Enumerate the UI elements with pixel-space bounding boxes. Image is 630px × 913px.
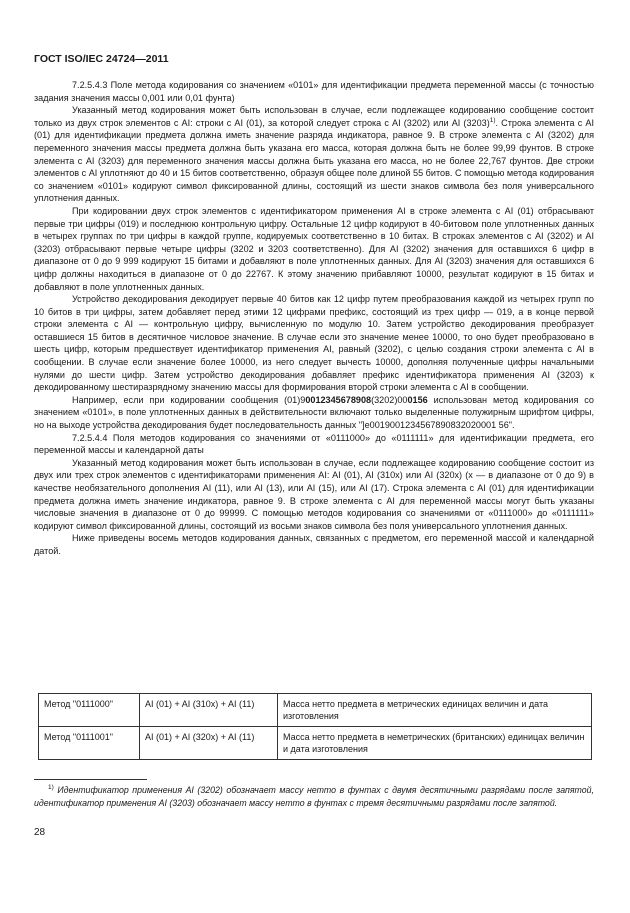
footnote-divider [34,779,147,780]
footnote-reference: 1) [489,116,496,124]
table-row [39,694,592,727]
description-cell: Масса нетто предмета в метрических единицах величин и дата изготовления [278,694,592,727]
paragraph-encoding: При кодировании двух строк элементов с идентификатором применения AI в строке элемента с AI (01) отбрасывают первые три цифры (019) и последнюю контрольную цифру. Остальные 12 цифр кодируют в 40-битовом поле уплотненных данных в четырех группах по три цифры в каждой группе, кодируемых соответственно в 10 битах. В строках элементов с AI (3202) и AI (3203) отбрасывают первые четыре цифры (3202 и 3203 соответственно). Для AI (3202) значения для оставшихся 6 цифр в диапазоне от 0 до 9 999 кодируют 15 битами и добавляют в поле уплотненных данных. Для AI (3203) значения для оставшихся 6 цифр должны находиться в диапазоне от 0 до 22767. К этому значению прибавляют 10000, результат кодируют в 15 битах и добавляют в поле уплотненных данных. [34,205,594,292]
paragraph-usage-0111xxx: Указанный метод кодирования может быть использован в случае, если подлежащее кодированию сообщение состоит из двух или трех строк элементов с идентификаторами применения AI: AI (01), AI (310x) или AI (320x) (x — в диапазоне от 0 до 9) в качестве необязательного дополнения AI (11), или AI (13), или AI (15), или AI (17). Строка элемента с AI (01) для идентификации предмета должна иметь значение индикатора, равное 9. В строке элемента с AI для переменной массы могут быть указаны числовые значения в диапазоне от 0 до 99999. С помощью методов кодирования со значениями от «0111000» до «0111111» кодируют символ фиксированной длины, состоящий из восьми знаков символа без поля универсального уплотнения данных. [34,457,594,531]
method-cell: Метод "0111000" [39,694,140,727]
section-7-2-5-4-4-heading: 7.2.5.4.4 Поля методов кодирования со значениями от «0111000» до «0111111» для идентификации предмета, его переменной массы и календарной даты [34,432,594,456]
page-number: 28 [34,827,46,838]
footnote [34,784,594,810]
ai-cell: AI (01) + AI (320x) + AI (11) [140,727,278,760]
method-cell: Метод "0111001" [39,727,140,760]
paragraph-methods-intro: Ниже приведены восемь методов кодирования данных, связанных с предметом, его переменной массой и календарной датой. [34,533,594,556]
document-header: ГОСТ ISO/IEC 24724—2011 [34,53,169,65]
description-cell: Масса нетто предмета в неметрических (британских) единицах величин и дата изготовления [278,727,592,760]
encoding-methods-table [38,693,592,760]
main-text [34,79,594,558]
paragraph-example: Например, если при кодировании сообщения (01)90012345678908(3202)000156 использован метод кодирования со значением «0101», в поле уплотненных данных в действительности включают только выделенные полужирным шрифтом цифры, но на выходе устройства декодирования будет последовательность данных "]e0019001234567890832020001 56". [34,394,594,431]
paragraph-decoding: Устройство декодирования декодирует первые 40 битов как 12 цифр путем преобразования каждой из четырех групп по 10 битов в три цифры, затем добавляет перед этими 12 цифрами префикс, состоящий из трех цифр — 019, а в конце первой строки элемента с AI — контрольную цифру, вычисленную по модулю 10. Затем устройство декодирования преобразует оставшиеся 15 битов в десятичное числовое значение. В случае если это значение менее 10000, то оно будет преобразовано в шесть цифр, которым предшествует идентификатор применения AI, равный (3202), с целью создания строки элемента с AI в сообщении. В случае если значение более 10000, из него следует вычесть 10000, дополняя полученные цифры начальными нулями до шести цифр. Затем устройство декодирования добавляет префикс идентификатора применения AI (3203) к декодированному шестиразрядному значению массы для формирования второй строки элемента с AI в сообщении. [34,294,594,393]
paragraph-usage-0101: Указанный метод кодирования может быть использован в случае, если подлежащее кодированию сообщение состоит только из двух строк элементов с AI: строки с AI (01), за которой следует строка с AI (3202) или AI (3203)$^{1)}$. Строка элемента с AI (01) для идентификации предмета должна иметь значение разряда индикатора, равное 9. В строке элемента с AI (3202) для переменного значения массы предмета должна быть указана его масса, которая должна быть не более 99,99 фунтов. В строке элемента с AI (3203) для переменного значения массы должна быть указана его масса, но не более 22,767 фунтов. Две строки элементов с AI уплотняют до 40 и 15 битов соответственно, образуя общее поле длиной 55 битов. С помощью метода кодирования со значением «0101» кодируют символ фиксированной длины, состоящий из шести знаков символа без поля универсального уплотнения данных. [34,105,594,204]
ai-cell: AI (01) + AI (310x) + AI (11) [140,694,278,727]
footnote-text: Идентификатор применения AI (3202) обозначает массу нетто в фунтах с двумя десятичными разрядами после запятой, идентификатор применения AI (3203) обозначает массу нетто в фунтах с тремя десятичными разрядами после запятой. [34,785,594,808]
section-7-2-5-4-3-heading: 7.2.5.4.3 Поле метода кодирования со значением «0101» для идентификации предмета переменной массы (с точностью задания значения массы 0,001 или 0,01 фунта) [34,80,594,103]
table-row [39,727,592,760]
footnote-mark: 1) [48,784,54,792]
